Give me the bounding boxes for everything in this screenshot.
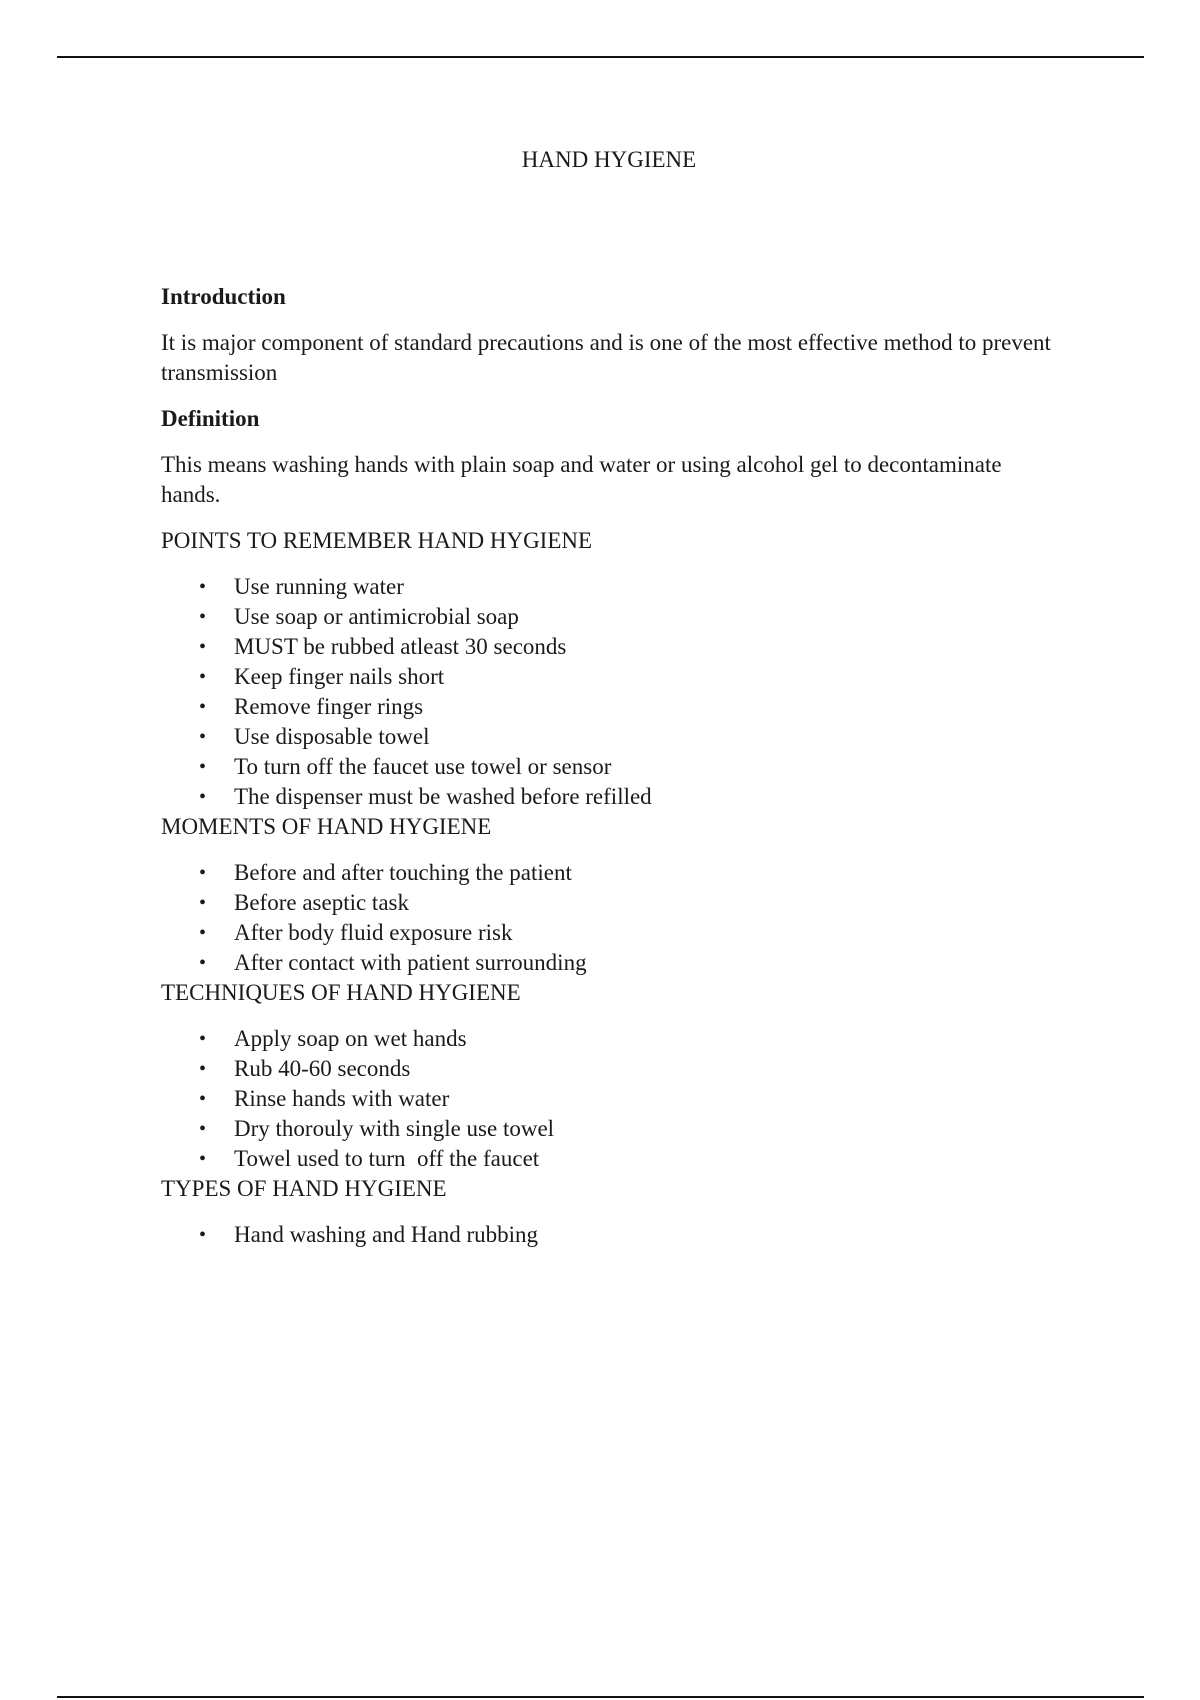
techniques-list (161, 1024, 1061, 1174)
document-body (161, 282, 1061, 1250)
list-item-text: To turn off the faucet use towel or sensor (234, 754, 612, 779)
bullet-icon: • (199, 862, 207, 884)
bullet-icon: • (199, 1058, 207, 1080)
list-item-text: Use running water (234, 574, 404, 599)
list-item (161, 602, 1061, 632)
bullet-icon: • (199, 726, 207, 748)
moments-heading: MOMENTS OF HAND HYGIENE (161, 814, 492, 839)
list-item-text: Remove finger rings (234, 694, 424, 719)
bullet-icon: • (199, 696, 207, 718)
list-item (161, 572, 1061, 602)
list-item (161, 632, 1061, 662)
list-item (161, 888, 1061, 918)
list-item (161, 1054, 1061, 1084)
bullet-icon: • (199, 1088, 207, 1110)
footer-rule (57, 1696, 1144, 1698)
list-item (161, 1144, 1061, 1174)
list-item-text: Before and after touching the patient (234, 860, 572, 885)
list-item (161, 782, 1061, 812)
bullet-icon: • (199, 606, 207, 628)
bullet-icon: • (199, 576, 207, 598)
list-item-text: MUST be rubbed atleast 30 seconds (234, 634, 567, 659)
list-item-text: Dry thorouly with single use towel (234, 1116, 555, 1141)
types-heading: TYPES OF HAND HYGIENE (161, 1176, 447, 1201)
list-item (161, 1024, 1061, 1054)
list-item-text: Hand washing and Hand rubbing (234, 1222, 539, 1247)
list-item-text: Apply soap on wet hands (234, 1026, 467, 1051)
list-item (161, 1084, 1061, 1114)
list-item-text: Use disposable towel (234, 724, 430, 749)
list-item (161, 1114, 1061, 1144)
list-item (161, 722, 1061, 752)
list-item (161, 918, 1061, 948)
list-item-text: Before aseptic task (234, 890, 409, 915)
list-item (161, 948, 1061, 978)
bullet-icon: • (199, 952, 207, 974)
list-item (161, 858, 1061, 888)
list-item-text: Rub 40-60 seconds (234, 1056, 411, 1081)
bullet-icon: • (199, 636, 207, 658)
definition-text: This means washing hands with plain soap and water or using alcohol gel to decontaminate hands. (161, 452, 1002, 507)
definition-heading: Definition (161, 406, 260, 431)
techniques-heading: TECHNIQUES OF HAND HYGIENE (161, 980, 521, 1005)
bullet-icon: • (199, 1028, 207, 1050)
bullet-icon: • (199, 1148, 207, 1170)
list-item (161, 692, 1061, 722)
list-item-text: Rinse hands with water (234, 1086, 450, 1111)
list-item (161, 1220, 1061, 1250)
bullet-icon: • (199, 1224, 207, 1246)
points-list (161, 572, 1061, 812)
bullet-icon: • (199, 756, 207, 778)
bullet-icon: • (199, 922, 207, 944)
introduction-text: It is major component of standard precautions and is one of the most effective method to prevent transmission (161, 330, 1051, 385)
bullet-icon: • (199, 666, 207, 688)
bullet-icon: • (199, 1118, 207, 1140)
list-item-text: After contact with patient surrounding (234, 950, 587, 975)
list-item-text: Use soap or antimicrobial soap (234, 604, 519, 629)
bullet-icon: • (199, 892, 207, 914)
list-item-text: Keep finger nails short (234, 664, 445, 689)
list-item-text: The dispenser must be washed before refilled (234, 784, 652, 809)
list-item (161, 752, 1061, 782)
header-rule (57, 56, 1144, 58)
points-heading: POINTS TO REMEMBER HAND HYGIENE (161, 528, 593, 553)
list-item-text: Towel used to turn off the faucet (234, 1146, 540, 1171)
document-title: HAND HYGIENE (521, 147, 697, 172)
list-item-text: After body fluid exposure risk (234, 920, 513, 945)
moments-list (161, 858, 1061, 978)
bullet-icon: • (199, 786, 207, 808)
types-list (161, 1220, 1061, 1250)
list-item (161, 662, 1061, 692)
introduction-heading: Introduction (161, 284, 286, 309)
